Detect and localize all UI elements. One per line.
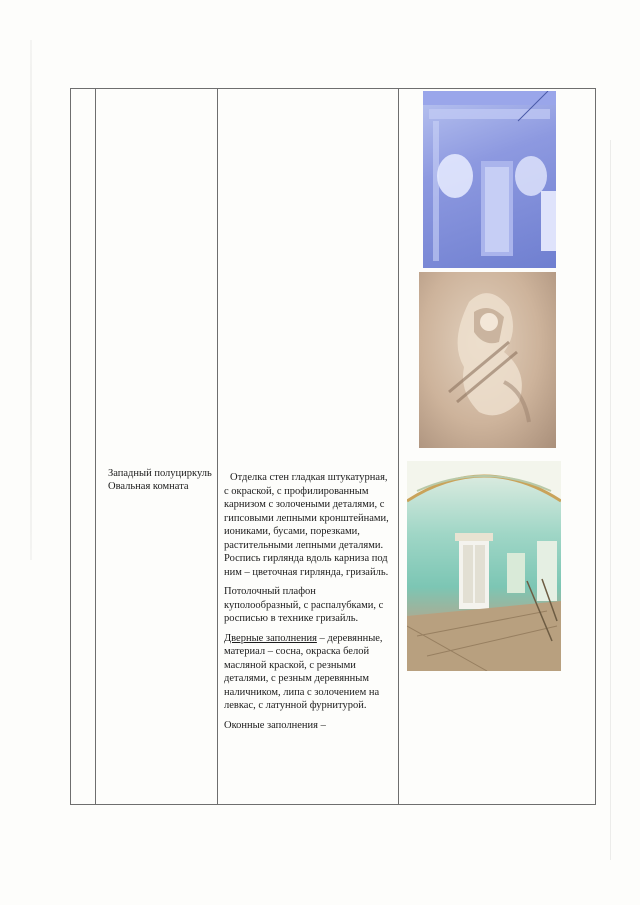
walls-paragraph: Отделка стен гладкая штукатурная, с окраской, с профилированным карнизом с золочеными деталями, с гипсовыми лепными кронштейнами, иониками, бусами, порезками, растительными лепными деталями. Роспись гирлянда вдоль карниза под ним – цветочная гирлянда, гризайль. [224,472,389,578]
description-text [224,471,394,738]
doors-text: – деревянные, материал – сосна, окраска белой масляной краской, с резными деталями, с резным деревянным наличником, липа с золочением на левкас, с латунной фурнитурой. [224,632,383,711]
photos-cell [399,89,596,805]
room-label: Западный полуциркуль Овальная комната [108,468,212,492]
scan-edge-right [610,140,611,860]
doors-title: Дверные заполнения [224,632,317,644]
table-row [71,89,596,805]
scan-edge-left [30,40,32,560]
oval-room-photo [407,461,561,671]
interior-wall-photo [423,91,556,268]
number-cell [71,89,96,805]
location-cell [96,89,218,805]
doors-paragraph [224,632,394,713]
inventory-table [70,88,596,805]
relief-panel-photo [419,272,556,448]
description-cell [218,89,399,805]
ceiling-paragraph: Потолочный плафон куполообразный, с распалубками, с росписью в технике гризайль. [224,586,384,624]
windows-paragraph: Оконные заполнения – [224,719,326,731]
